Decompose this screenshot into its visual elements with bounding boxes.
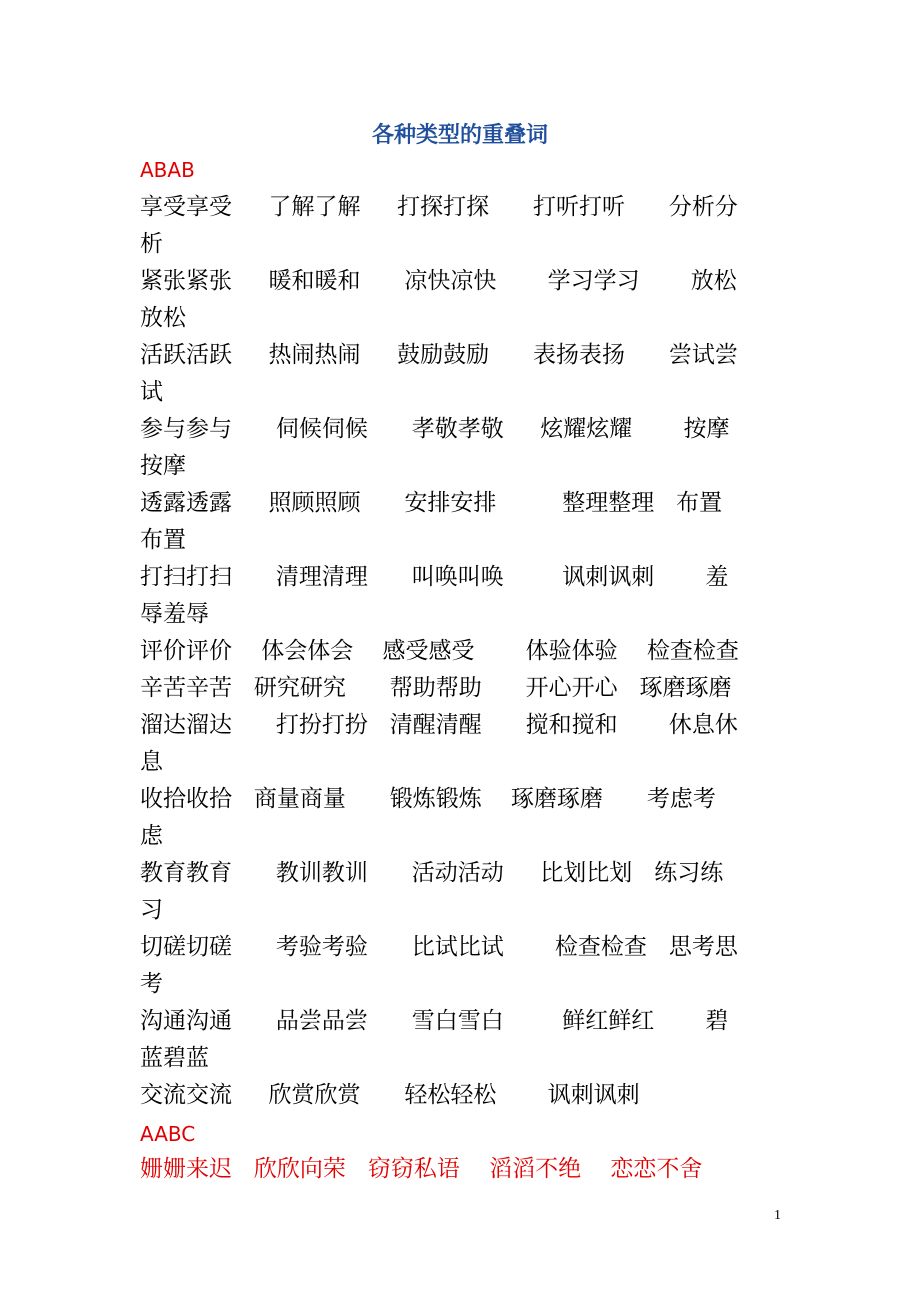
text-line: 虑	[140, 823, 163, 849]
text-line: 考	[140, 971, 163, 997]
section-heading-abab: ABAB	[140, 158, 195, 182]
section-heading-aabc: AABC	[140, 1122, 196, 1146]
text-line: 蓝碧蓝	[140, 1045, 209, 1071]
document-title: 各种类型的重叠词	[371, 123, 548, 148]
text-line: 析	[140, 231, 163, 257]
text-line: 溜达溜达 打扮打扮 清醒清醒 搅和搅和 休息休	[140, 712, 738, 738]
text-line: 活跃活跃 热闹热闹 鼓励鼓励 表扬表扬 尝试尝	[140, 342, 738, 368]
text-line: 息	[140, 749, 163, 775]
page-number: 1	[774, 1208, 781, 1223]
text-line: 沟通沟通 品尝品尝 雪白雪白 鲜红鲜红 碧	[140, 1008, 729, 1034]
text-line: 辛苦辛苦 研究研究 帮助帮助 开心开心 琢磨琢磨	[140, 675, 732, 701]
text-line: 透露透露 照顾照顾 安排安排 整理整理 布置	[140, 490, 723, 516]
text-line: 打扫打扫 清理清理 叫唤叫唤 讽刺讽刺 羞	[140, 564, 729, 590]
text-line: 紧张紧张 暖和暖和 凉快凉快 学习学习 放松	[140, 268, 737, 294]
text-line: 收拾收拾 商量商量 锻炼锻炼 琢磨琢磨 考虑考	[140, 786, 716, 812]
text-line: 放松	[140, 305, 186, 331]
text-line: 试	[140, 379, 163, 405]
text-line: 按摩	[140, 453, 186, 479]
text-line: 辱羞辱	[140, 601, 209, 627]
text-line: 教育教育 教训教训 活动活动 比划比划 练习练	[140, 860, 724, 886]
text-line: 姗姗来迟 欣欣向荣 窃窃私语 滔滔不绝 恋恋不舍	[140, 1156, 703, 1182]
text-line: 切磋切磋 考验考验 比试比试 检查检查 思考思	[140, 934, 738, 960]
text-line: 习	[140, 897, 163, 923]
text-line: 享受享受 了解了解 打探打探 打听打听 分析分	[140, 194, 738, 220]
text-line: 布置	[140, 527, 186, 553]
text-line: 交流交流 欣赏欣赏 轻松轻松 讽刺讽刺	[140, 1082, 640, 1108]
text-line: 评价评价 体会体会 感受感受 体验体验 检查检查	[140, 638, 739, 664]
text-line: 参与参与 伺候伺候 孝敬孝敬 炫耀炫耀 按摩	[140, 416, 730, 442]
